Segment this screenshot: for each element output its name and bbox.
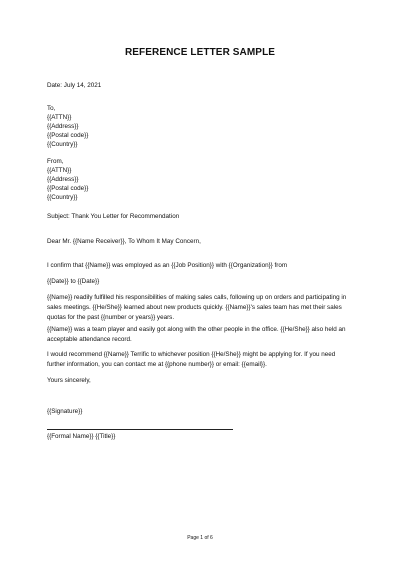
body-paragraph-1: I confirm that {{Name}} was employed as an {{Job Position}} with {{Organization}} from: [47, 262, 288, 269]
from-address: {{Address}}: [47, 176, 79, 183]
to-country: {{Country}}: [47, 141, 78, 148]
date-line: Date: July 14, 2021: [47, 82, 102, 89]
page-number: Page 1 of 6: [187, 535, 213, 541]
to-postal-code: {{Postal code}}: [47, 132, 89, 139]
signature-line: [47, 429, 233, 430]
from-label: From,: [47, 158, 64, 165]
closing: Yours sincerely,: [47, 377, 91, 384]
salutation: Dear Mr. {{Name Receiver}}, To Whom It May Concern,: [47, 238, 201, 245]
subject-line: Subject: Thank You Letter for Recommendation: [47, 213, 180, 220]
body-paragraph-2: {{Name}} readily fulfilled his responsibilities of making sales calls, following up on orders and participating in sales meetings. {{He/She}} learned about new products quickly. {{Name}}'s sales team has met their sales quotas for the past {{number or years}} years.: [47, 294, 347, 321]
to-address: {{Address}}: [47, 123, 79, 130]
formal-name: {{Formal Name}} {{Title}}: [47, 433, 116, 440]
to-attn: {{ATTN}}: [47, 114, 72, 121]
body-paragraph-4: I would recommend {{Name}} Terrific to whichever position {{He/She}} might be applying for. If you need further information, you can contact me at {{phone number}} or email: {{email}}.: [47, 351, 336, 368]
signature-placeholder: {{Signature}}: [47, 408, 83, 415]
from-postal-code: {{Postal code}}: [47, 185, 89, 192]
body-paragraph-1-dates: {{Date}} to {{Date}}: [47, 278, 100, 285]
document-title: REFERENCE LETTER SAMPLE: [124, 47, 276, 58]
from-attn: {{ATTN}}: [47, 167, 72, 174]
to-label: To,: [47, 105, 56, 112]
from-country: {{Country}}: [47, 194, 78, 201]
body-paragraph-3: {{Name}} was a team player and easily got along with the other people in the office. {{He/She}} also held an acceptable attendance record.: [47, 326, 346, 343]
